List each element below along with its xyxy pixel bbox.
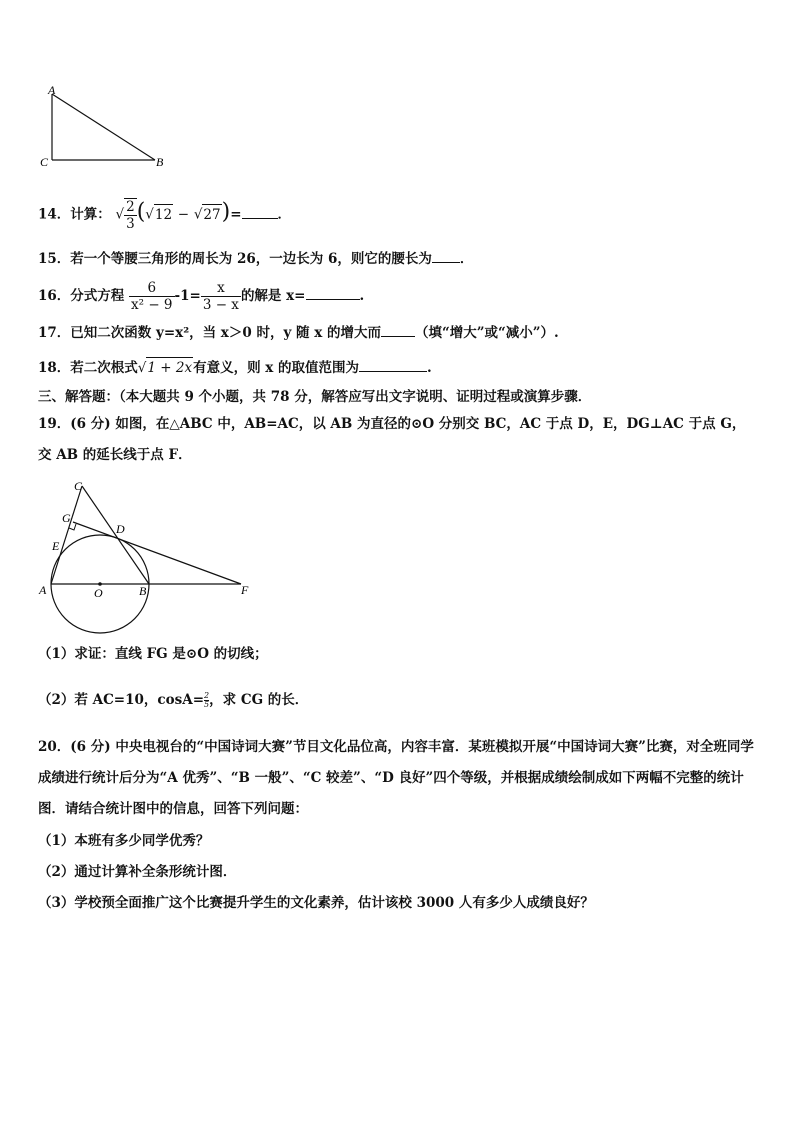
q16-fraction-2: $\frac{x}{3 - x}$ [202,280,239,313]
q20-part-3: （3）学校预全面推广这个比赛提升学生的文化素养，估计该校 3000 人有多少人成绩良好？ [38,895,594,911]
answer-blank[interactable] [306,285,360,300]
answer-blank[interactable] [359,357,427,372]
q14-radicand-1: 12 [154,204,173,225]
label-e: E [52,539,60,553]
label-f: F [241,583,249,597]
q20-part-1: （1）本班有多少同学优秀？ [38,833,210,849]
label-a: A [39,583,47,597]
question-20: 20．(6 分) 中央电视台的“中国诗词大赛”节目文化品位高，内容丰富．某班模拟开展“中国诗词大赛”比赛，对全班同学成绩进行统计后分为“A 优秀”、“B 一般”、“C 较差”、“D 良好”四个等级，并根据成绩绘制成如下两幅不完整的统计图．请结合统计图中的信息，回答下列问题： [38,739,754,817]
label-b: B [156,155,164,169]
q19-part-2: （2）若 AC=10，cosA= $\frac{2}{5}$，求 CG 的长． [38,691,309,709]
q18-radicand: 1 + 2x [146,357,193,378]
cos-a-fraction: $\frac{2}{5}$ [204,691,210,709]
question-14: 14．计算： √ $\frac{2}{3}$ (√12 − √27)= ． [38,199,292,232]
q20-part-2: （2）通过计算补全条形统计图． [38,864,237,880]
answer-blank[interactable] [381,322,415,337]
question-16: 16．分式方程 $\frac{6}{\text{x² − 9}}$ -1= $\frac{x}{3 - x}$ 的解是 x= . [38,280,365,313]
line-ac [51,486,82,584]
label-a: A [48,83,56,97]
triangle-figure [38,80,178,175]
question-18: 18．若二次根式√1 + 2x有意义，则 x 的取值范围为 . [38,357,432,378]
q14-prefix: 14．计算： [38,206,111,223]
line-gf [73,522,241,584]
label-d: D [116,522,125,536]
answer-blank[interactable] [242,204,278,219]
question-15: 15．若一个等腰三角形的周长为 26，一边长为 6，则它的腰长为 ． [38,248,473,269]
q19-part-1: （1）求证：直线 FG 是⊙O 的切线； [38,646,268,662]
side-ab [52,94,155,160]
q14-radicand-2: 27 [202,204,221,225]
label-c: C [74,479,83,493]
q14-fraction: $\frac{2}{3}$ [126,199,135,232]
circle-tangent-figure [36,476,266,666]
question-19: 19．(6 分) 如图，在△ABC 中，AB=AC，以 AB 为直径的⊙O 分别交 BC，AC 于点 D，E，DG⊥AC 于点 G，交 AB 的延长线于点 F． [38,416,746,463]
question-17: 17．已知二次函数 y=x²，当 x＞0 时，y 随 x 的增大而 （填“增大”或“减小”）. [38,322,559,343]
q16-fraction-1: $\frac{6}{\text{x² − 9}}$ [131,280,173,313]
label-b: B [139,584,147,598]
answer-blank[interactable] [432,248,460,263]
label-o: O [94,586,103,600]
label-g: G [62,511,71,525]
label-c: C [40,155,49,169]
section-3-heading: 三、解答题：（本大题共 9 个小题，共 78 分，解答应写出文字说明、证明过程或演算步骤． [38,389,592,405]
